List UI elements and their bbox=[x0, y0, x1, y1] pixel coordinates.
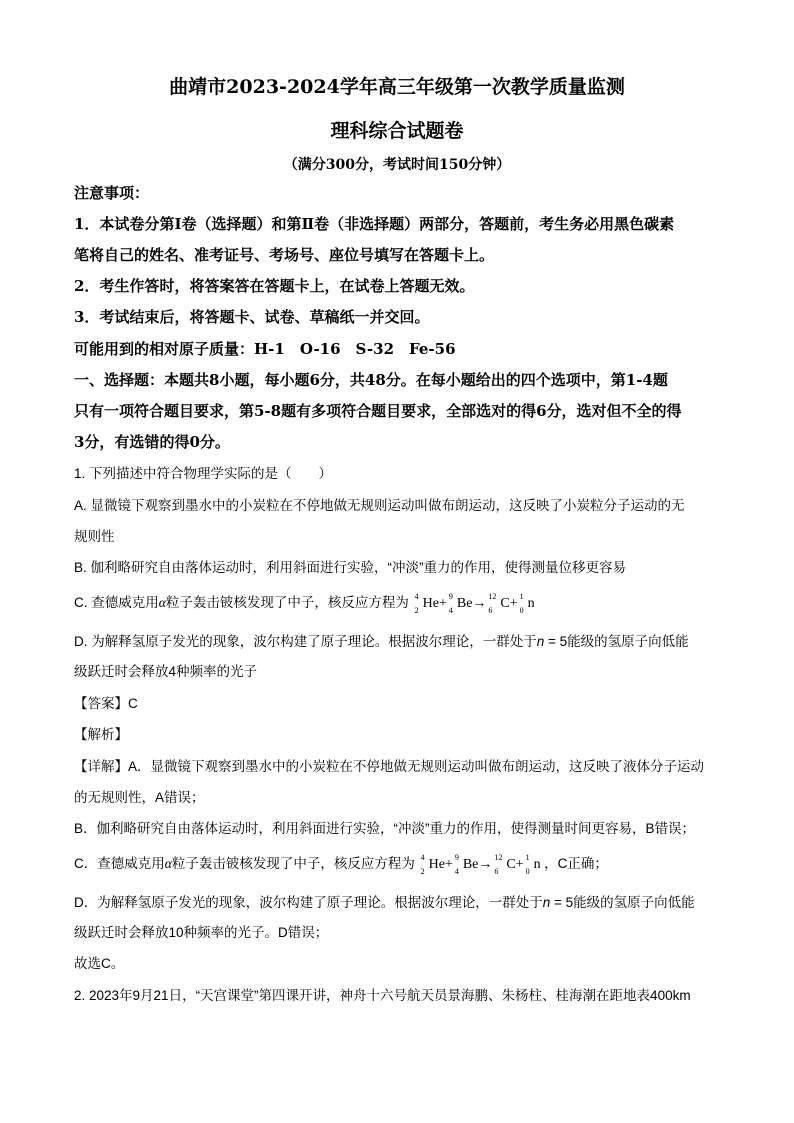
detail-a: 【详解】A．显微镜下观察到墨水中的小炭粒在不停地做无规则运动叫做布朗运动，这反映了液体分子运动 bbox=[74, 759, 705, 774]
detail-c: C．查德威克用α粒子轰击铍核发现了中子，核反应方程为 4 2 He+ 9 4 Be→ 12 6 C+ 1 0 n ，C正确； bbox=[74, 853, 608, 876]
beryllium-nucleus: 9 4 Be bbox=[454, 853, 479, 876]
neutron: 1 0 n bbox=[519, 592, 535, 615]
option-c-mid: 粒子轰击铍核发现了中子，核反应方程为 bbox=[165, 595, 409, 610]
carbon-nucleus: 12 6 C bbox=[494, 853, 516, 876]
exam-title: 曲靖市2023-2024学年高三年级第一次教学质量监测 bbox=[169, 76, 625, 98]
notice-item: 笔将自己的姓名、准考证号、考场号、座位号填写在答题卡上。 bbox=[74, 246, 495, 264]
notice-item: 1．本试卷分第Ⅰ卷（选择题）和第Ⅱ卷（非选择题）两部分，答题前，考生务必用黑色碳素 bbox=[74, 215, 675, 233]
option-d-cont: 级跃迁时会释放4种频率的光子 bbox=[74, 664, 258, 679]
neutron: 1 0 n bbox=[525, 853, 541, 876]
nuclear-equation: 4 2 He+ 9 4 Be→ 12 6 C+ 1 0 n bbox=[414, 592, 535, 615]
section-heading: 3分，有选错的得0分。 bbox=[74, 433, 230, 451]
score-note: （满分300分，考试时间150分钟） bbox=[283, 157, 511, 173]
alpha-symbol: α bbox=[158, 595, 166, 610]
exam-subtitle: 理科综合试题卷 bbox=[330, 120, 464, 142]
question-1-stem: 1. 下列描述中符合物理学实际的是（ ） bbox=[74, 466, 333, 481]
detail-d: D．为解释氢原子发光的现象，波尔构建了原子理论。根据波尔理论，一群处于n = 5能级的氢原子向低能 bbox=[74, 895, 695, 910]
option-b: B. 伽利略研究自由落体运动时，利用斜面进行实验，“冲淡”重力的作用，使得测量位移更容易 bbox=[74, 560, 626, 575]
carbon-nucleus: 12 6 C bbox=[488, 592, 510, 615]
option-c-prefix: C. 查德威克用 bbox=[74, 595, 159, 610]
atomic-mass-line: 可能用到的相对原子质量：H-1 O-16 S-32 Fe-56 bbox=[74, 340, 456, 358]
answer-label: 【答案】C bbox=[74, 696, 138, 711]
option-a-cont: 规则性 bbox=[74, 529, 115, 544]
option-c bbox=[74, 591, 535, 615]
detail-d-cont: 级跃迁时会释放10种频率的光子。D错误； bbox=[74, 925, 329, 940]
nuclear-equation: 4 2 He+ 9 4 Be→ 12 6 C+ 1 0 n bbox=[420, 853, 541, 876]
detail-a-cont: 的无规则性，A错误； bbox=[74, 790, 205, 805]
conclusion: 故选C。 bbox=[74, 956, 125, 971]
beryllium-nucleus: 9 4 Be bbox=[448, 592, 473, 615]
notice-item: 2．考生作答时，将答案答在答题卡上，在试卷上答题无效。 bbox=[74, 277, 475, 295]
option-a: A. 显微镜下观察到墨水中的小炭粒在不停地做无规则运动叫做布朗运动，这反映了小炭粒分子运动的无 bbox=[74, 498, 685, 513]
helium-nucleus: 4 2 He bbox=[420, 853, 445, 876]
notice-item: 3．考试结束后，将答题卡、试卷、草稿纸一并交回。 bbox=[74, 308, 430, 326]
helium-nucleus: 4 2 He bbox=[414, 592, 439, 615]
analysis-label: 【解析】 bbox=[74, 727, 128, 742]
section-heading: 一、选择题：本题共8小题，每小题6分，共48分。在每小题给出的四个选项中，第1-4题 bbox=[74, 371, 668, 389]
question-2-stem: 2. 2023年9月21日，“天宫课堂”第四课开讲，神舟十六号航天员景海鹏、朱杨柱、桂海潮在距地表400km bbox=[74, 988, 691, 1003]
detail-b: B．伽利略研究自由落体运动时，利用斜面进行实验，“冲淡”重力的作用，使得测量时间更容易，B错误； bbox=[74, 821, 695, 836]
option-d: D. 为解释氢原子发光的现象，波尔构建了原子理论。根据波尔理论，一群处于n = 5能级的氢原子向低能 bbox=[74, 634, 689, 649]
notice-heading: 注意事项： bbox=[74, 184, 150, 202]
section-heading: 只有一项符合题目要求，第5-8题有多项符合题目要求，全部选对的得6分，选对但不全的得 bbox=[74, 402, 682, 420]
